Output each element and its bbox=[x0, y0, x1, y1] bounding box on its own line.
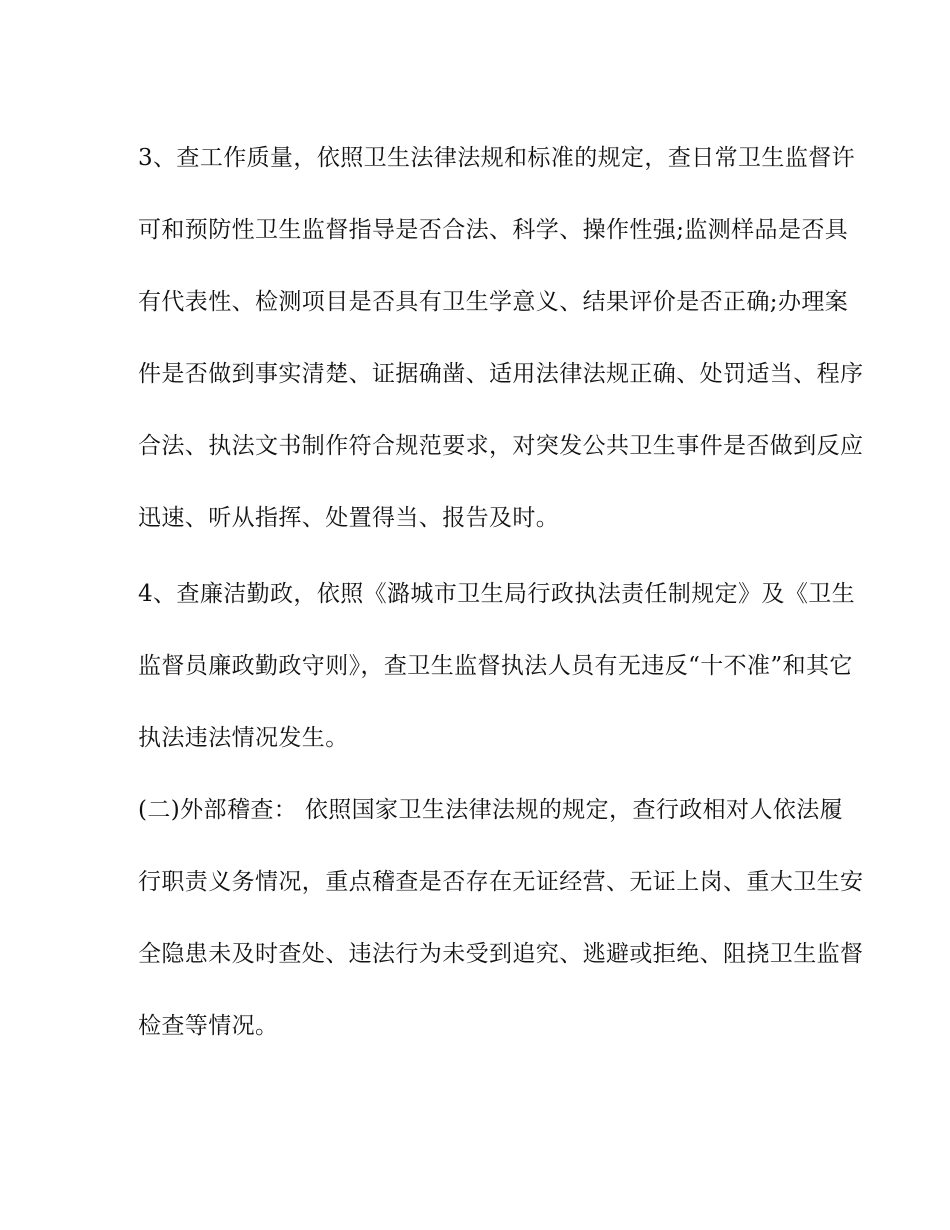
text-line: 4、查廉洁勤政，依照《潞城市卫生局行政执法责任制规定》及《卫生 bbox=[138, 581, 856, 607]
text-line: (二)外部稽查： 依照国家卫生法律法规的规定，查行政相对人依法履 bbox=[138, 797, 844, 823]
text-line: 行职责义务情况，重点稽查是否存在无证经营、无证上岗、重大卫生安 bbox=[138, 869, 864, 895]
text-line: 合法、执法文书制作符合规范要求，对突发公共卫生事件是否做到反应 bbox=[138, 433, 864, 459]
text-line: 全隐患未及时查处、违法行为未受到追究、逃避或拒绝、阻挠卫生监督 bbox=[138, 941, 864, 967]
text-line: 件是否做到事实清楚、证据确凿、适用法律法规正确、处罚适当、程序 bbox=[138, 361, 864, 387]
text-line: 检查等情况。 bbox=[138, 1013, 279, 1039]
text-line: 执法违法情况发生。 bbox=[138, 725, 349, 751]
text-line: 监督员廉政勤政守则》，查卫生监督执法人员有无违反“十不准”和其它 bbox=[138, 653, 853, 679]
text-line: 迅速、听从指挥、处置得当、报告及时。 bbox=[138, 505, 560, 531]
text-line: 3、查工作质量，依照卫生法律法规和标准的规定，查日常卫生监督许 bbox=[138, 145, 856, 171]
text-line: 有代表性、检测项目是否具有卫生学意义、结果评价是否正确;办理案 bbox=[138, 289, 849, 315]
text-line: 可和预防性卫生监督指导是否合法、科学、操作性强;监测样品是否具 bbox=[138, 217, 849, 243]
